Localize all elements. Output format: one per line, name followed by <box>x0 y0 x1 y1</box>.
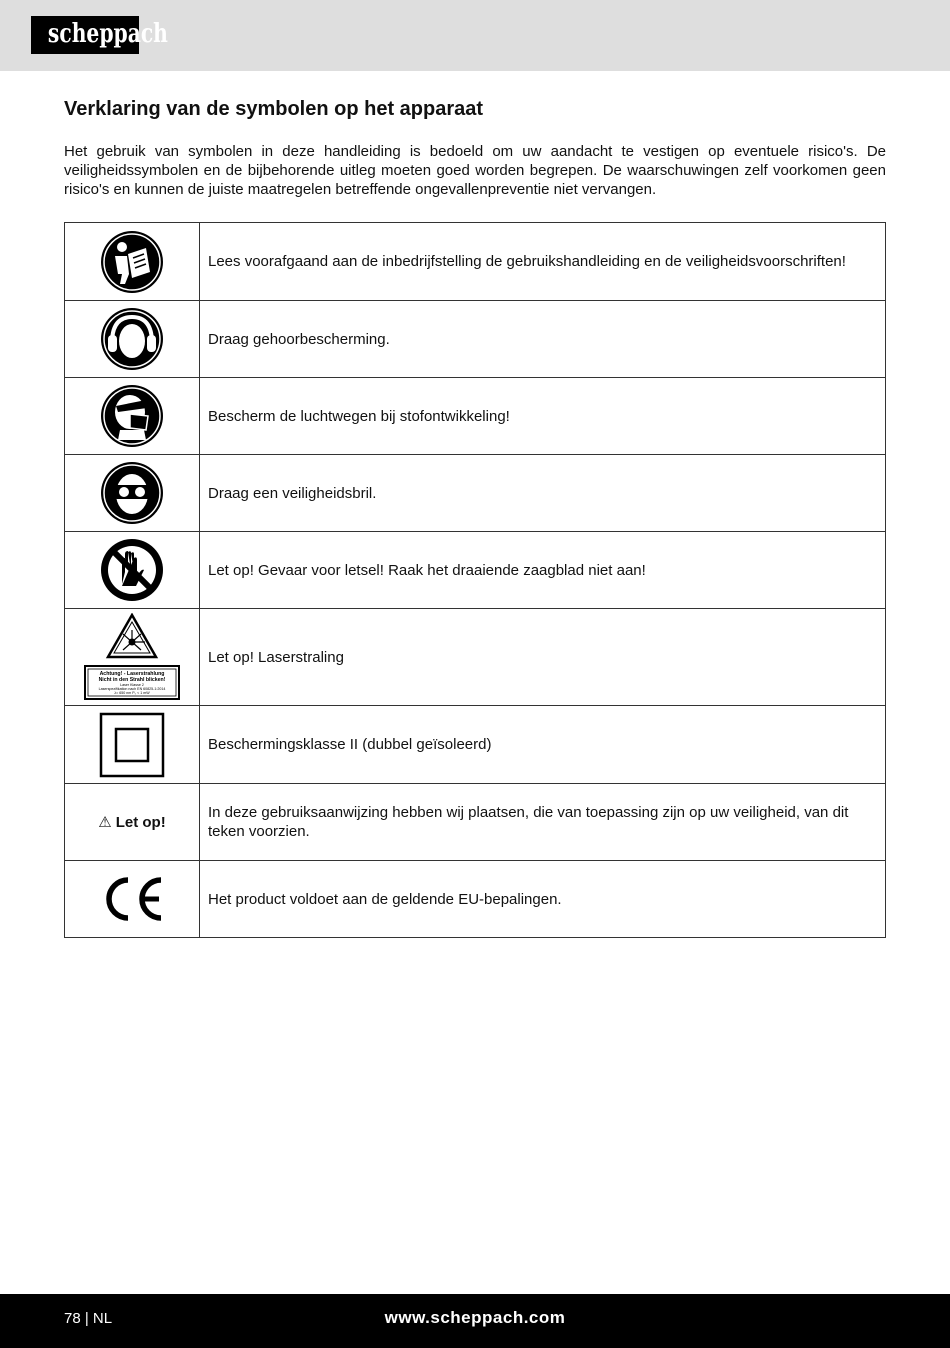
description-cell: Het product voldoet aan de geldende EU-bepalingen. <box>200 861 886 938</box>
no-hands-icon <box>100 538 164 602</box>
page-number: 78 | NL <box>64 1310 113 1327</box>
description-cell: Draag een veiligheidsbril. <box>200 455 886 532</box>
read-manual-icon <box>100 230 164 294</box>
laser-label-line: Laser Klasse 2 <box>120 683 144 687</box>
icon-cell <box>65 861 200 938</box>
symbols-table <box>64 222 886 938</box>
page-title: Verklaring van de symbolen op het apparaat <box>64 98 484 120</box>
description-cell: In deze gebruiksaanwijzing hebben wij plaatsen, die van toepassing zijn op uw veiligheid, van dit teken voorzien. <box>200 784 886 861</box>
description-cell: Let op! Gevaar voor letsel! Raak het draaiende zaagblad niet aan! <box>200 532 886 609</box>
ear-protection-icon <box>100 307 164 371</box>
let-op-label: ⚠ Let op! <box>98 813 166 831</box>
table-row <box>65 861 886 938</box>
laser-label-line: Achtung! - Laserstrahlung <box>99 671 165 677</box>
description-cell: Let op! Laserstraling <box>200 609 886 706</box>
page-footer <box>0 1294 950 1348</box>
description-cell: Lees voorafgaand aan de inbedrijfstelling de gebruikshandleiding en de veiligheidsvoorschriften! <box>200 223 886 301</box>
dust-mask-icon <box>100 384 164 448</box>
intro-paragraph: Het gebruik van symbolen in deze handleiding is bedoeld om uw aandacht te vestigen op eventuele risico's. De veiligheidssymbolen en de bijbehorende uitleg moeten goed worden begrepen. De waarschuwingen zelf voorkomen geen risico's en kunnen de juiste maatregelen betreffende ongevallenpreventie niet vervangen. <box>64 143 886 198</box>
table-row <box>65 301 886 378</box>
scheppach-logo: scheppach <box>31 16 139 54</box>
icon-cell <box>65 223 200 301</box>
description-cell: Beschermingsklasse II (dubbel geïsoleerd) <box>200 706 886 784</box>
laser-label-line: Laserspezifikation nach EN 60825-1:2014 <box>98 687 166 691</box>
icon-cell <box>65 784 200 861</box>
icon-cell <box>65 532 200 609</box>
table-row <box>65 455 886 532</box>
double-insulation-icon <box>99 712 165 778</box>
laser-label-line: Nicht in den Strahl blicken! <box>98 677 166 683</box>
description-cell: Draag gehoorbescherming. <box>200 301 886 378</box>
icon-cell <box>65 378 200 455</box>
page-header <box>0 0 950 71</box>
website-link[interactable]: www.scheppach.com <box>384 1308 566 1327</box>
table-row <box>65 706 886 784</box>
icon-cell <box>65 706 200 784</box>
table-row <box>65 532 886 609</box>
safety-goggles-icon <box>100 461 164 525</box>
table-row <box>65 378 886 455</box>
warning-triangle-icon: ⚠ <box>98 813 112 831</box>
ce-mark-icon <box>99 875 165 923</box>
icon-cell <box>65 455 200 532</box>
laser-warning-icon <box>83 613 181 701</box>
table-row <box>65 223 886 301</box>
description-cell: Bescherm de luchtwegen bij stofontwikkeling! <box>200 378 886 455</box>
table-row <box>65 784 886 861</box>
icon-cell <box>65 301 200 378</box>
table-row <box>65 609 886 706</box>
laser-label-line: λ= 650 nm P₀ < 1 mW <box>114 691 150 695</box>
icon-cell <box>65 609 200 706</box>
